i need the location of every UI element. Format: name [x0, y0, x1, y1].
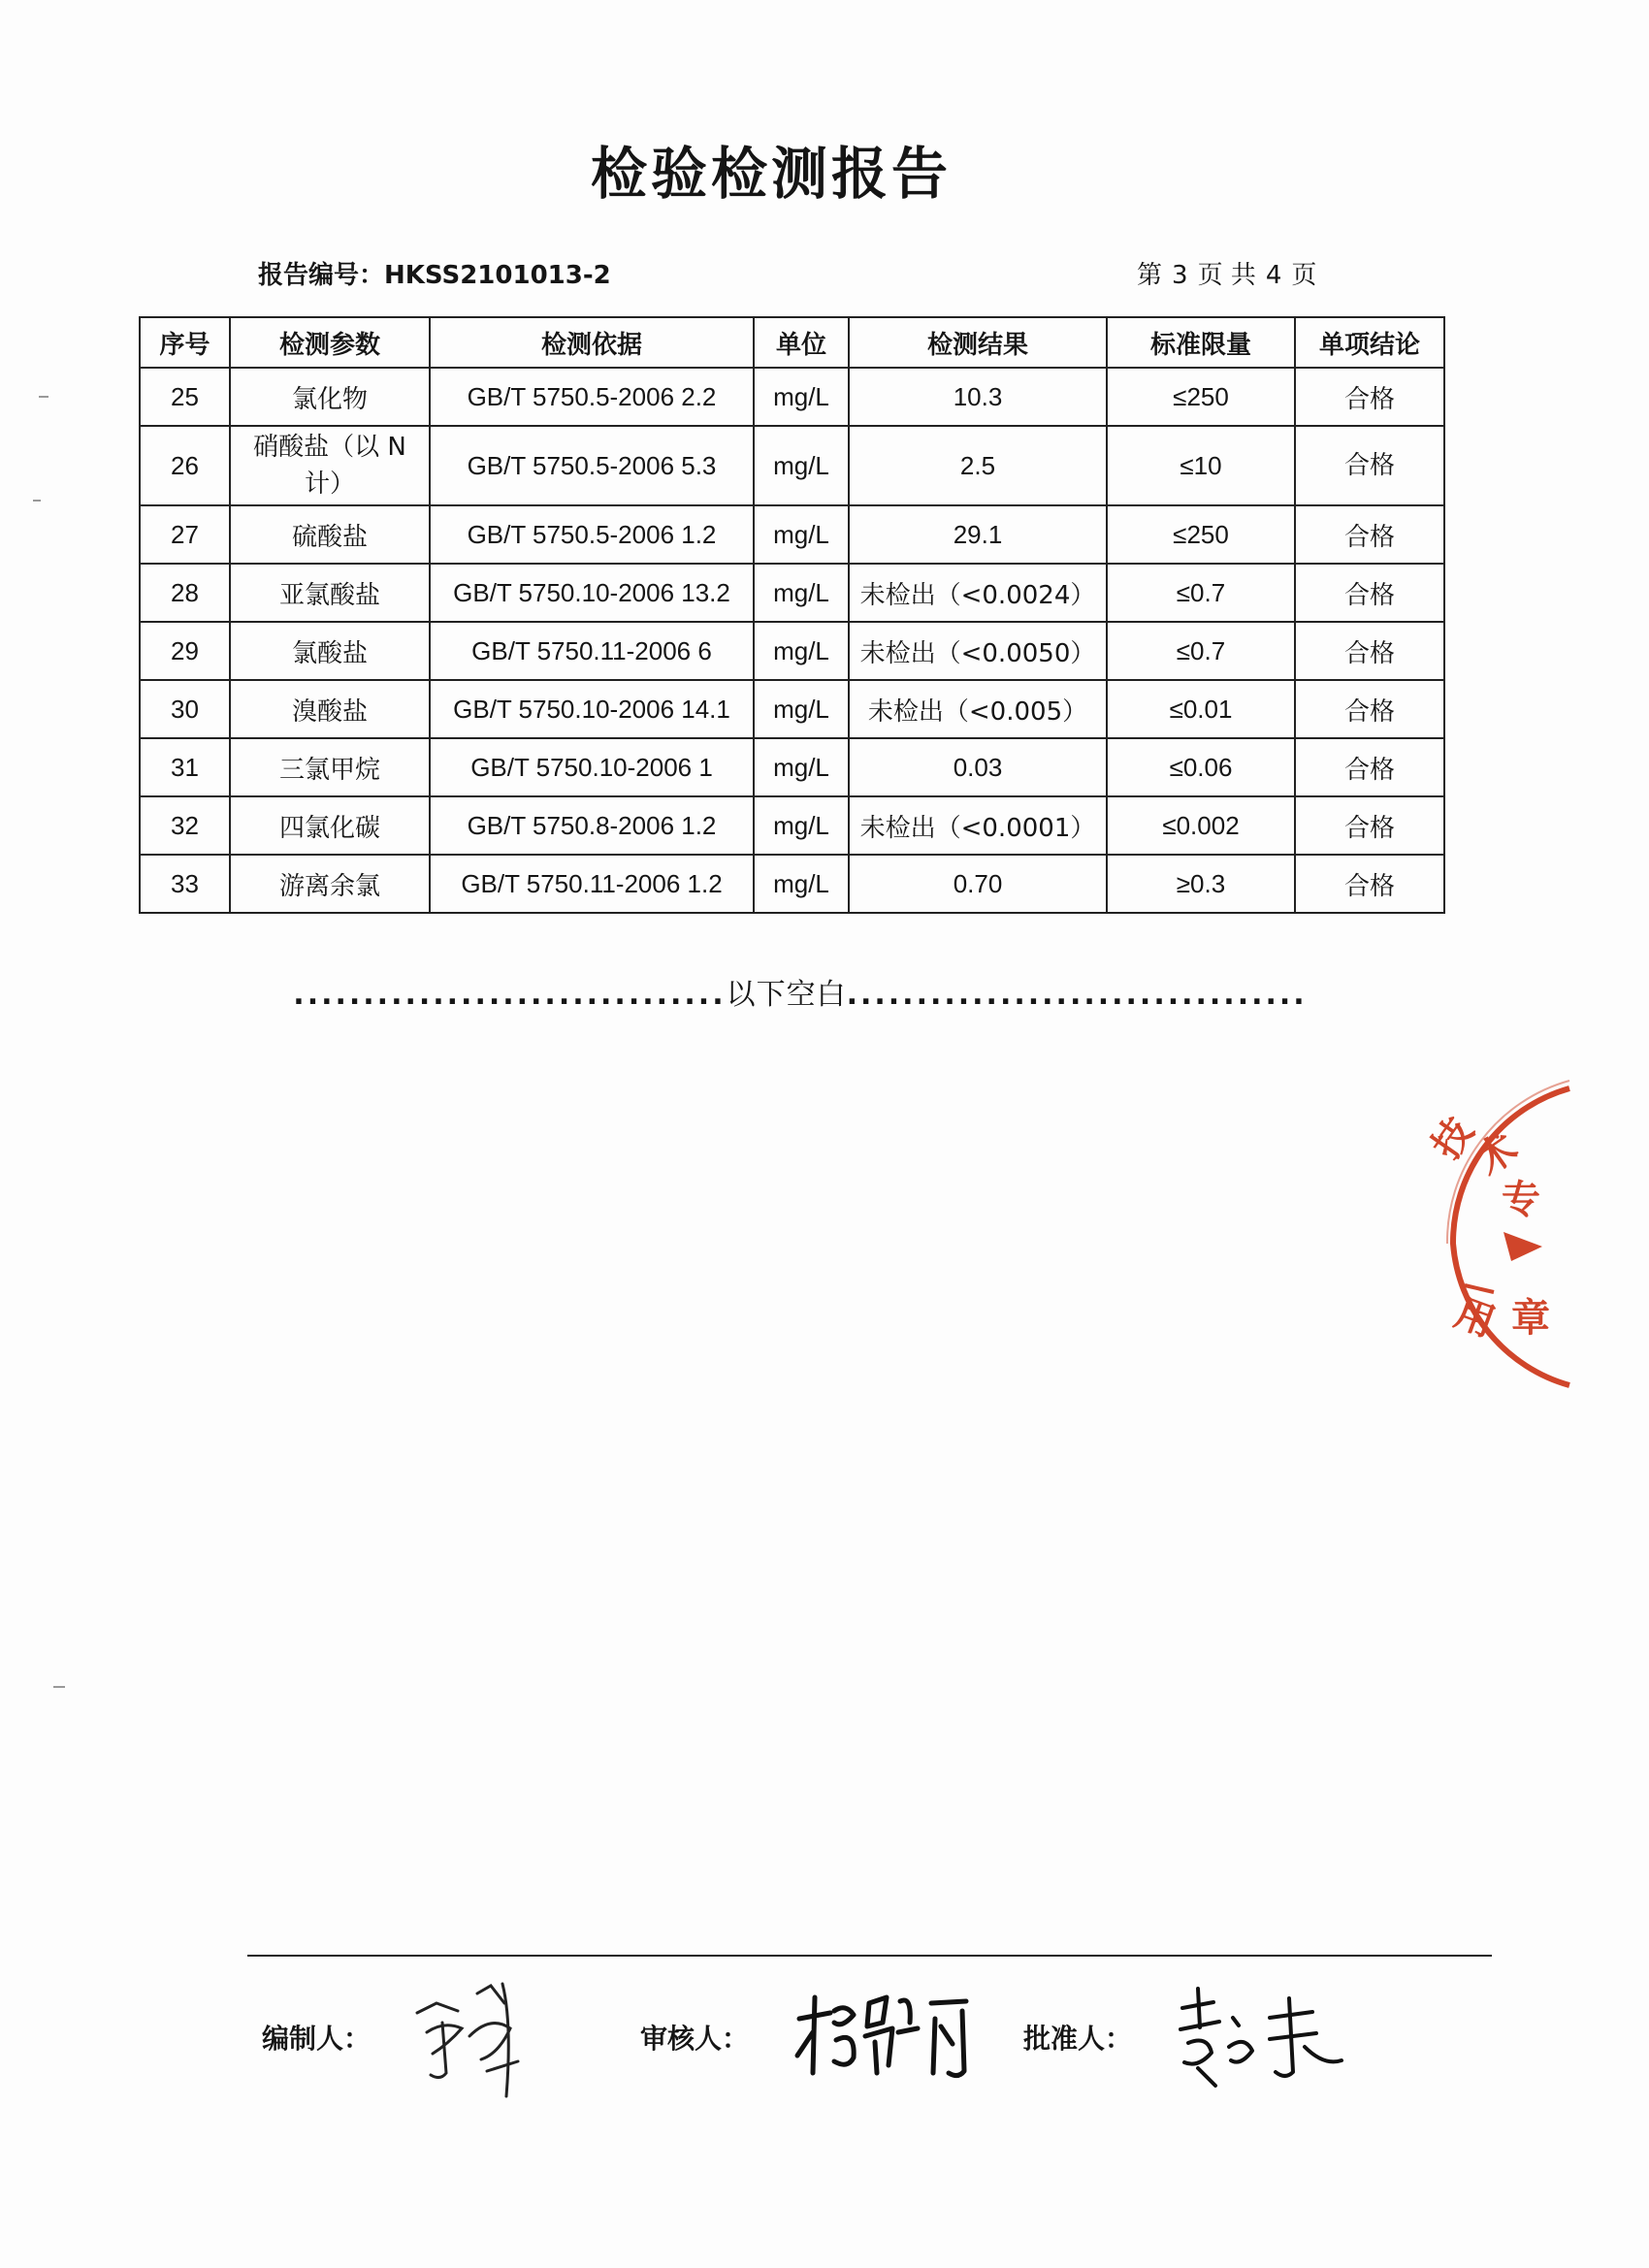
cell-result: 0.70 — [849, 855, 1107, 913]
cell-method: GB/T 5750.10-2006 14.1 — [430, 680, 754, 738]
cell-unit: mg/L — [754, 505, 849, 564]
approved-by-label: 批准人： — [1023, 2023, 1133, 2055]
table-row — [140, 796, 1444, 855]
cell-no: 30 — [140, 680, 230, 738]
table-row — [140, 738, 1444, 796]
cell-param: 四氯化碳 — [230, 796, 430, 855]
official-seal — [1397, 1077, 1571, 1397]
cell-limit: ≤10 — [1107, 426, 1295, 505]
cell-unit: mg/L — [754, 368, 849, 426]
cell-conclusion: 合格 — [1295, 738, 1444, 796]
col-header-conclusion: 单项结论 — [1295, 317, 1444, 368]
cell-param: 三氯甲烷 — [230, 738, 430, 796]
cell-conclusion: 合格 — [1295, 855, 1444, 913]
cell-unit: mg/L — [754, 855, 849, 913]
table-row — [140, 622, 1444, 680]
cell-no: 33 — [140, 855, 230, 913]
cell-limit: ≤250 — [1107, 368, 1295, 426]
cell-limit: ≤0.002 — [1107, 796, 1295, 855]
col-header-limit: 标准限量 — [1107, 317, 1295, 368]
col-header-method: 检测依据 — [430, 317, 754, 368]
svg-text:技: 技 — [1423, 1110, 1483, 1168]
page-indicator — [1137, 255, 1326, 291]
cell-unit: mg/L — [754, 680, 849, 738]
reviewed-by-signature — [786, 1964, 980, 2100]
table-row — [140, 505, 1444, 564]
blank-below-text: 以下空白 — [726, 978, 847, 1012]
cell-result: 29.1 — [849, 505, 1107, 564]
cell-param: 游离余氯 — [230, 855, 430, 913]
dotted-leader-left: ............................... — [293, 978, 727, 1012]
cell-method: GB/T 5750.11-2006 6 — [430, 622, 754, 680]
report-title: 检验检测报告 — [590, 141, 952, 207]
cell-param: 氯酸盐 — [230, 622, 430, 680]
cell-limit: ≤0.7 — [1107, 622, 1295, 680]
cell-unit: mg/L — [754, 796, 849, 855]
svg-text:术: 术 — [1468, 1124, 1526, 1184]
cell-unit: mg/L — [754, 622, 849, 680]
cell-result: 未检出（<0.005） — [849, 680, 1107, 738]
cell-conclusion: 合格 — [1295, 680, 1444, 738]
cell-method: GB/T 5750.10-2006 13.2 — [430, 564, 754, 622]
svg-text:用: 用 — [1448, 1290, 1502, 1346]
cell-no: 29 — [140, 622, 230, 680]
report-number-label: 报告编号： — [258, 261, 385, 290]
footer-divider — [247, 1955, 1492, 1957]
col-header-unit: 单位 — [754, 317, 849, 368]
cell-limit: ≤0.7 — [1107, 564, 1295, 622]
cell-param: 硝酸盐（以 N 计） — [230, 426, 430, 505]
cell-result: 0.03 — [849, 738, 1107, 796]
cell-method: GB/T 5750.5-2006 5.3 — [430, 426, 754, 505]
results-table — [139, 316, 1445, 914]
table-row — [140, 368, 1444, 426]
cell-unit: mg/L — [754, 564, 849, 622]
page-mid: 页 共 — [1197, 261, 1256, 290]
cell-conclusion: 合格 — [1295, 426, 1444, 505]
report-number — [258, 255, 611, 291]
cell-result: 2.5 — [849, 426, 1107, 505]
approved-by-signature — [1169, 1979, 1353, 2095]
cell-param: 氯化物 — [230, 368, 430, 426]
page-total: 4 — [1265, 261, 1282, 290]
cell-method: GB/T 5750.11-2006 1.2 — [430, 855, 754, 913]
cell-limit: ≥0.3 — [1107, 855, 1295, 913]
cell-no: 28 — [140, 564, 230, 622]
cell-no: 25 — [140, 368, 230, 426]
col-header-param: 检测参数 — [230, 317, 430, 368]
cell-limit: ≤250 — [1107, 505, 1295, 564]
cell-method: GB/T 5750.5-2006 1.2 — [430, 505, 754, 564]
cell-method: GB/T 5750.5-2006 2.2 — [430, 368, 754, 426]
svg-text:专: 专 — [1502, 1178, 1540, 1222]
scan-mark — [39, 396, 48, 398]
report-number-value: HKSS2101013-2 — [384, 261, 611, 290]
table-row — [140, 564, 1444, 622]
table-row — [140, 426, 1444, 505]
scan-mark — [33, 500, 41, 502]
cell-no: 26 — [140, 426, 230, 505]
table-row — [140, 680, 1444, 738]
cell-no: 32 — [140, 796, 230, 855]
prepared-by-signature — [398, 1964, 543, 2110]
cell-param: 亚氯酸盐 — [230, 564, 430, 622]
cell-conclusion: 合格 — [1295, 505, 1444, 564]
svg-text:章: 章 — [1511, 1296, 1550, 1341]
cell-limit: ≤0.01 — [1107, 680, 1295, 738]
cell-result: 未检出（<0.0050） — [849, 622, 1107, 680]
page-current: 3 — [1172, 261, 1188, 290]
dotted-leader-right: ................................. — [846, 978, 1308, 1012]
page-prefix: 第 — [1137, 261, 1163, 290]
cell-result: 未检出（<0.0024） — [849, 564, 1107, 622]
col-header-no: 序号 — [140, 317, 230, 368]
reviewed-by-label: 审核人： — [640, 2023, 750, 2055]
cell-result: 未检出（<0.0001） — [849, 796, 1107, 855]
cell-unit: mg/L — [754, 426, 849, 505]
scan-mark — [53, 1686, 65, 1688]
cell-conclusion: 合格 — [1295, 564, 1444, 622]
cell-no: 31 — [140, 738, 230, 796]
page-suffix: 页 — [1291, 261, 1317, 290]
cell-unit: mg/L — [754, 738, 849, 796]
table-header-row — [140, 317, 1444, 368]
cell-conclusion: 合格 — [1295, 796, 1444, 855]
cell-method: GB/T 5750.10-2006 1 — [430, 738, 754, 796]
cell-no: 27 — [140, 505, 230, 564]
cell-conclusion: 合格 — [1295, 622, 1444, 680]
table-row — [140, 855, 1444, 913]
prepared-by-label: 编制人： — [262, 2023, 372, 2055]
cell-param: 溴酸盐 — [230, 680, 430, 738]
cell-limit: ≤0.06 — [1107, 738, 1295, 796]
blank-below-notice — [0, 970, 1600, 1013]
cell-conclusion: 合格 — [1295, 368, 1444, 426]
cell-param: 硫酸盐 — [230, 505, 430, 564]
col-header-result: 检测结果 — [849, 317, 1107, 368]
cell-result: 10.3 — [849, 368, 1107, 426]
cell-method: GB/T 5750.8-2006 1.2 — [430, 796, 754, 855]
